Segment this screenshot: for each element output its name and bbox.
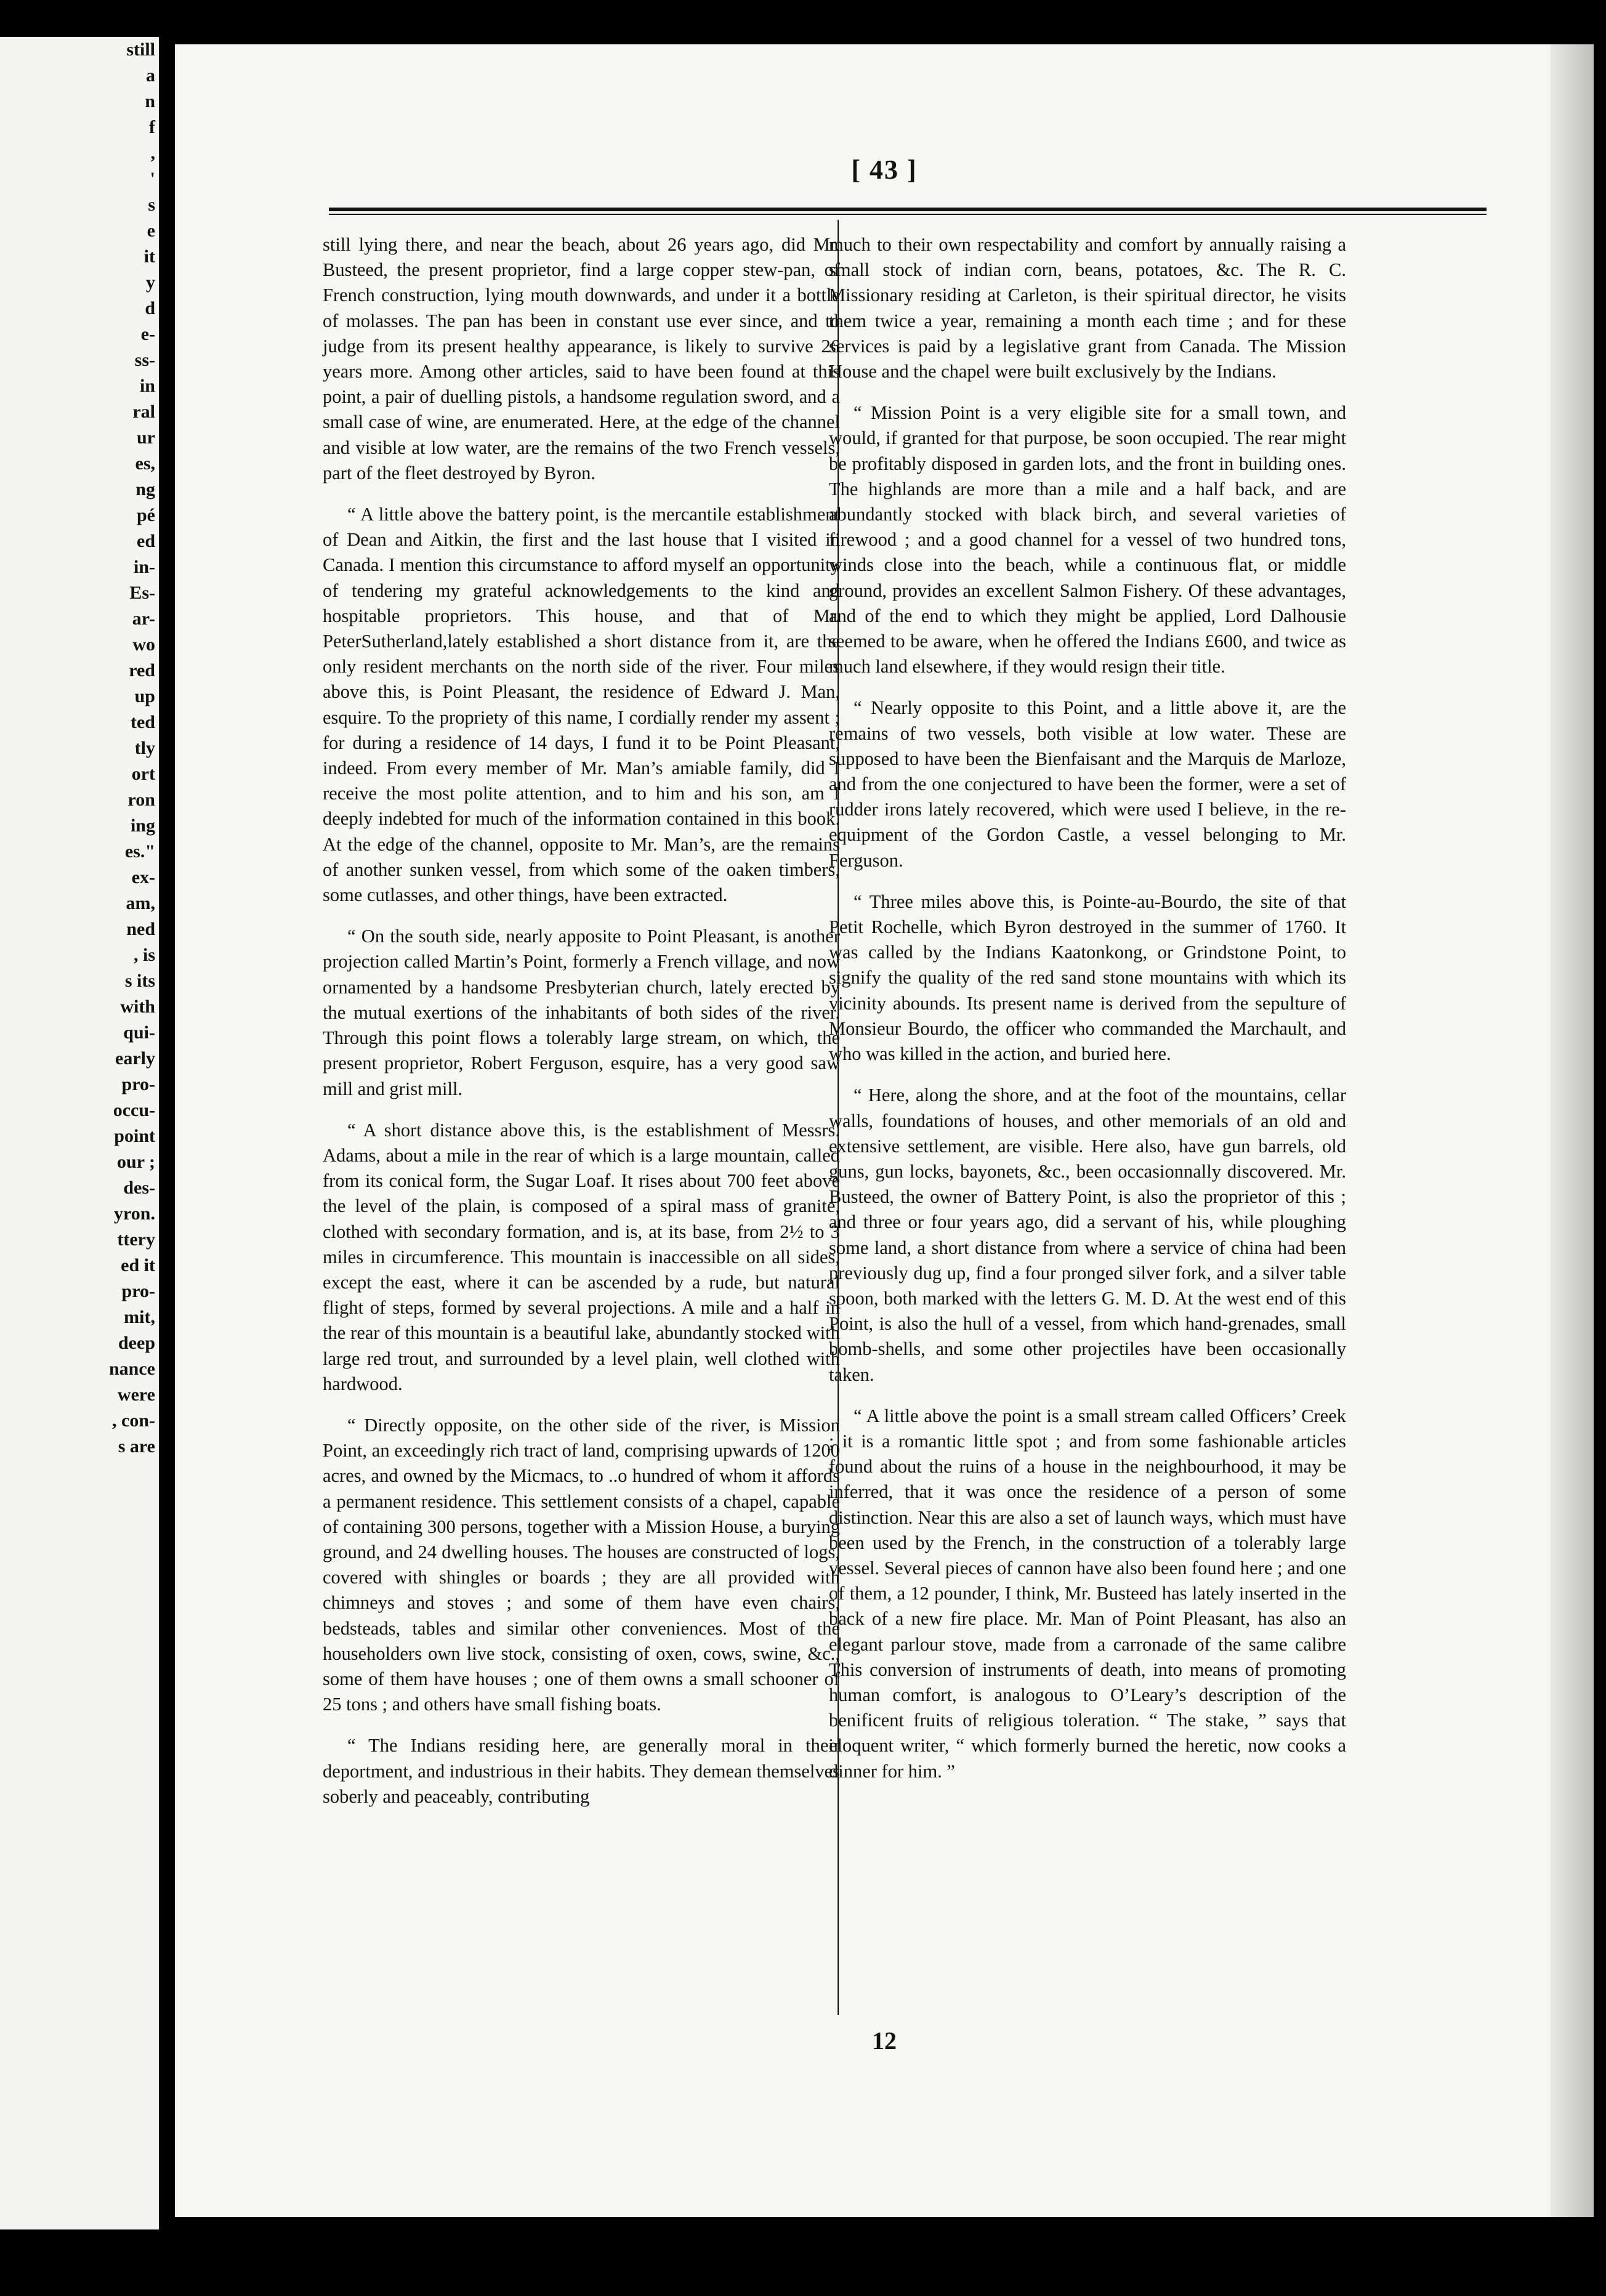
paragraph: “ Three miles above this, is Pointe-au-Bourdo, the site of that Petit Rochelle, which Byron destroyed in the summer of 1760. It was called by the Indians Kaatonkong, or Grindstone Point, to signify the quality of the red sand stone mountains with which its vicinity abounds. Its present name is derived from the sepulture of Monsieur Bourdo, the officer who commanded the Marchault, and who was killed in the action, and buried here.	[829, 891, 1346, 1065]
margin-fragment: pé	[137, 505, 155, 525]
margin-fragment: wo	[132, 634, 155, 655]
left-column	[323, 232, 840, 1825]
margin-fragment: ted	[131, 712, 155, 732]
margin-fragment: y	[146, 272, 155, 293]
margin-fragment: ort	[131, 764, 155, 784]
margin-fragment: tly	[134, 738, 155, 758]
margin-fragment: des-	[123, 1178, 155, 1198]
margin-fragment: ng	[135, 479, 155, 499]
margin-fragment: nance	[109, 1359, 155, 1379]
margin-fragment: f	[149, 117, 155, 137]
paragraph: “ Here, along the shore, and at the foot of the mountains, cellar walls, foundations of houses, and other memorials of an old and extensive settlement, are visible. Here also, have gun barrels, old guns, gun locks, bayonets, &c., been occasionnally discovered. Mr. Busteed, the owner of Battery Point, is also the proprietor of this ; and three or four years ago, did a servant of his, while ploughing some land, a short distance from where a service of china had been previously dug up, find a four pronged silver fork, and a silver table spoon, both marked with the letters G. M. D. At the west end of this Point, is also the hull of a vessel, from which hand-grenades, small bomb-shells, and some other projectiles have been occasionally taken.	[829, 1085, 1346, 1385]
margin-fragment: still	[126, 39, 155, 60]
margin-fragment: '	[150, 169, 155, 189]
margin-fragment: ttery	[117, 1229, 155, 1250]
margin-fragment: ed	[137, 531, 155, 551]
right-column	[829, 232, 1346, 1800]
margin-fragment: s	[148, 195, 155, 215]
margin-fragment: our ;	[117, 1152, 155, 1172]
margin-fragment: in	[139, 376, 155, 396]
margin-fragment: ex-	[131, 867, 155, 887]
margin-fragment: mit,	[124, 1307, 155, 1327]
margin-fragment: in-	[133, 557, 155, 577]
margin-fragment: , is	[133, 945, 155, 965]
page-edge-shadow	[1551, 44, 1594, 2217]
margin-fragment: up	[134, 686, 155, 706]
margin-fragment: ss-	[134, 350, 155, 370]
paragraph: “ Mission Point is a very eligible site for a small town, and would, if granted for that purpose, be soon occupied. The rear might be profitably disposed in garden lots, and the front in building ones. The highlands are more than a mile and a half back, and are abundantly stocked with black birch, and several varieties of firewood ; and a good channel for a vessel of two hundred tons, winds close into the beach, while a continuous flat, or middle ground, provides an excellent Salmon Fishery. Of these advantages, and of the end to which they might be applied, Lord Dalhousie seemed to be aware, when he offered the Indians £600, and twice as much land elsewhere, if they would resign their title.	[829, 402, 1346, 677]
margin-fragment: ned	[126, 919, 155, 939]
margin-fragment: e-	[140, 324, 155, 344]
paragraph: “ The Indians residing here, are generally moral in their deportment, and industrious in their habits. They demean themselves soberly and peaceably, contributing	[323, 1735, 840, 1807]
margin-fragment: ur	[137, 427, 155, 448]
paragraph: “ A little above the point is a small stream called Officers’ Creek ; it is a romantic little spot ; and from some fashionable articles found about the ruins of a house in the neighbourhood, it may be inferred, that it was once the residence of a person of some distinction. Near this are also a set of launch ways, which must have been used by the French, in the construction of a tolerably large vessel. Several pieces of cannon have also been found here ; and one of them, a 12 pounder, I think, Mr. Busteed has lately inserted in the back of a new fire place. Mr. Man of Point Pleasant, has also an elegant parlour stove, made from a carronade of the same calibre This conversion of instruments of death, into means of promoting human comfort, is analogous to O’Leary’s description of the benificent fruits of religious toleration. “ The stake, ” says that eloquent writer, “ which formerly burned the heretic, now cooks a dinner for him. ”	[829, 1405, 1346, 1782]
margin-fragment: , con-	[112, 1410, 155, 1431]
margin-fragment: qui-	[123, 1022, 155, 1043]
margin-fragment: yron.	[114, 1203, 155, 1224]
margin-fragment: ,	[150, 143, 155, 163]
paragraph: “ On the south side, nearly apposite to Point Pleasant, is another projection called Martin’s Point, formerly a French village, and now ornamented by a handsome Presbyterian church, lately erected by the mutual exertions of the inhabitants of both sides of the river. Through this point flows a tolerably large stream, on which, the present proprietor, Robert Ferguson, esquire, has a very good saw mill and grist mill.	[323, 926, 840, 1099]
facing-page-fragment	[0, 37, 159, 2229]
margin-fragment: e	[147, 220, 155, 241]
margin-fragment: es,	[135, 453, 155, 474]
paragraph: “ A little above the battery point, is the mercantile establishment of Dean and Aitkin, the first and the last house that I visited in Canada. I mention this circumstance to afford myself an opportunity of tendering my grateful acknowledgements to the kind and hospitable proprietors. This house, and that of Mr. PeterSutherland,lately established a short distance from it, are the only resident merchants on the north side of the river. Four miles above this, is Point Pleasant, the residence of Edward J. Man, esquire. To the propriety of this name, I cordially render my assent ; for during a residence of 14 days, I fund it to be Point Pleasant, indeed. From every member of Mr. Man’s amiable family, did I receive the most polite attention, and to him and his son, am I deeply indebted for much of the information contained in this book. At the edge of the channel, opposite to Mr. Man’s, are the remains of another sunken vessel, from which some of the oaken timbers, some cutlasses, and other things, have been extracted.	[323, 504, 840, 906]
margin-fragment: s are	[118, 1436, 155, 1457]
margin-fragment: n	[145, 91, 155, 111]
margin-fragment: am,	[126, 893, 155, 913]
paragraph: still lying there, and near the beach, about 26 years ago, did Mr. Busteed, the present proprietor, find a large copper stew-pan, of French construction, lying mouth downwards, and under it a bottle of molasses. The pan has been in constant use ever since, and to judge from its present healthy appearance, is likely to survive 26 years more. Among other articles, said to have been found at this point, a pair of duelling pistols, a handsome regulation sword, and a small case of wine, are enumerated. Here, at the edge of the channel and visible at low water, are the remains of the two French vessels, part of the fleet destroyed by Byron.	[323, 234, 840, 483]
margin-fragment: a	[146, 65, 155, 86]
margin-fragment: early	[115, 1048, 155, 1069]
margin-fragment: red	[129, 660, 155, 681]
margin-fragment: ral	[132, 402, 155, 422]
margin-fragment: point	[114, 1126, 155, 1146]
margin-fragment: ron	[127, 790, 155, 810]
margin-fragment: Es-	[129, 583, 155, 603]
margin-fragment: with	[120, 996, 155, 1017]
margin-fragment: ing	[130, 815, 155, 836]
paragraph: “ A short distance above this, is the establishment of Messrs. Adams, about a mile in the rear of which is a large mountain, called from its conical form, the Sugar Loaf. It rises about 700 feet above the level of the plain, is composed of a spiral mass of granite, clothed with secondary formation, and is, at its base, from 2½ to 3 miles in circumference. This mountain is inaccessible on all sides, except the east, where it can be ascended by a rude, but natural flight of steps, formed by several projections. A mile and a half in the rear of this mountain is a beautiful lake, abundantly stocked with large red trout, and surrounded by a level plain, well clothed with hardwood.	[323, 1119, 840, 1394]
margin-fragment: pro-	[121, 1281, 155, 1301]
margin-fragment: occu-	[113, 1100, 155, 1120]
paragraph: much to their own respectability and comfort by annually raising a small stock of indian corn, beans, potatoes, &c. The R. C. Missionary residing at Carleton, is their spiritual director, he visits them twice a year, remaining a month each time ; and for these services is paid by a legislative grant from Canada. The Mission House and the chapel were built exclusively by the Indians.	[829, 234, 1346, 382]
margin-fragment: were	[117, 1384, 155, 1405]
margin-fragment: ed it	[121, 1255, 155, 1275]
margin-fragment: d	[145, 298, 155, 318]
signature-mark: 12	[872, 2027, 897, 2055]
margin-fragment: ar-	[132, 608, 155, 629]
book-page	[175, 44, 1594, 2217]
margin-fragment: es."	[124, 841, 155, 862]
paragraph: “ Directly opposite, on the other side of the river, is Mission Point, an exceedingly rich tract of land, comprising upwards of 1200 acres, and owned by the Micmacs, to ..o hundred of whom it affords a permanent residence. This settlement consists of a chapel, capable of containing 300 persons, together with a Mission House, a burying ground, and 24 dwelling houses. The houses are constructed of logs, covered with shingles or boards ; they are all provided with chimneys and stoves ; and some of them have even chairs, bedsteads, tables and similar other conveniences. Most of the householders own live stock, consisting of oxen, cows, swine, &c., some of them have houses ; one of them owns a small schooner of 25 tons ; and others have small fishing boats.	[323, 1414, 840, 1715]
margin-fragment: pro-	[121, 1074, 155, 1094]
page-number: [ 43 ]	[851, 155, 918, 185]
margin-fragment: deep	[118, 1333, 155, 1353]
header-rule	[329, 208, 1487, 215]
paragraph: “ Nearly opposite to this Point, and a little above it, are the remains of two vessels, both visible at low water. These are supposed to have been the Bienfaisant and the Marquis de Marloze, and from the one conjectured to have been the former, were a set of rudder irons lately recovered, which were used I believe, in the re-equipment of the Gordon Castle, a vessel belonging to Mr. Ferguson.	[829, 697, 1346, 871]
facing-page-margin-text	[20, 37, 155, 1460]
margin-fragment: s its	[124, 971, 155, 991]
margin-fragment: it	[143, 246, 155, 267]
